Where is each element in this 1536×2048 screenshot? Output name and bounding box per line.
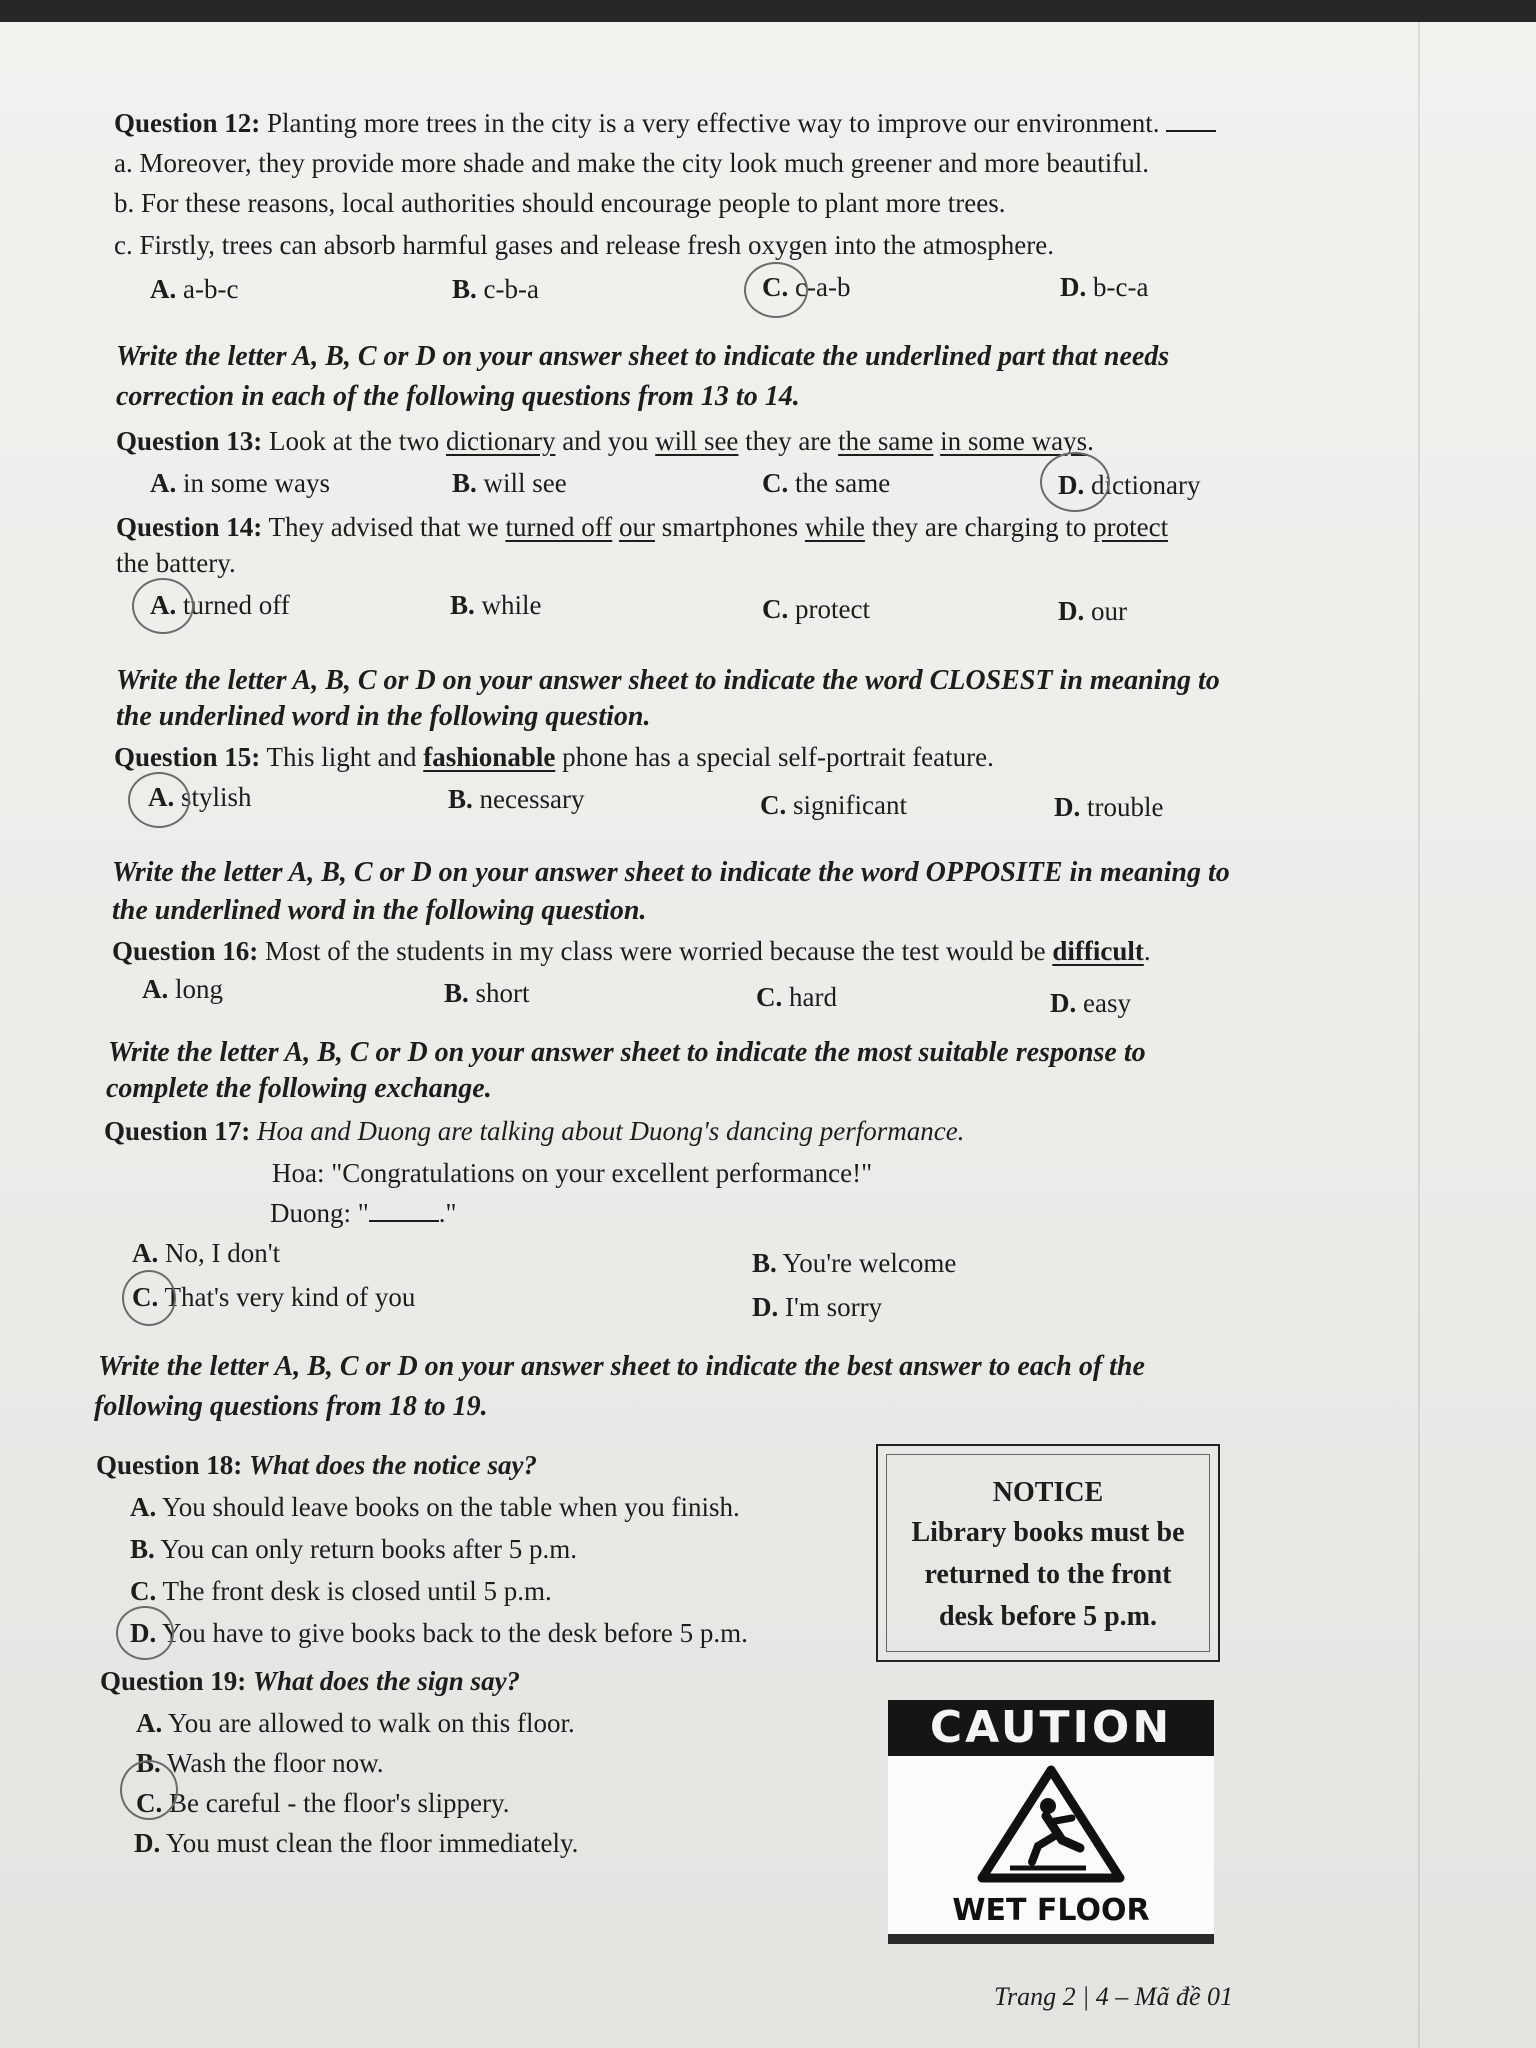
answer-circle-mark [122,1270,176,1326]
q17-hoa-line: Hoa: "Congratulations on your excellent performance!" [272,1158,873,1188]
exam-page [0,22,1536,2048]
q16-stem: Question 16: Most of the students in my class were worried because the test would be difficult. [112,936,1151,966]
q15-option-b[interactable]: B. necessary [448,784,585,814]
sign-bottom-bar [888,1934,1214,1944]
instruction-13-14-line2: correction in each of the following questions from 13 to 14. [116,381,800,412]
q18-option-c[interactable]: C. The front desk is closed until 5 p.m. [130,1576,552,1606]
q13-option-d[interactable]: D. dictionary [1058,470,1201,500]
q12-option-a[interactable]: A. a-b-c [150,274,239,304]
q12-sentence-a: a. Moreover, they provide more shade and make the city look much greener and more beautiful. [114,148,1150,178]
q18-option-a[interactable]: A. You should leave books on the table when you finish. [130,1492,740,1522]
answer-circle-mark [132,578,194,634]
q14-option-a[interactable]: A. turned off [150,590,290,620]
q15-stem: Question 15: This light and fashionable phone has a special self-portrait feature. [114,742,994,772]
q13-stem: Question 13: Look at the two dictionary and you will see they are the same in some ways. [116,426,1094,456]
notice-line3: desk before 5 p.m. [938,1601,1158,1632]
answer-circle-mark [1040,452,1110,512]
q16-option-c[interactable]: C. hard [756,982,837,1012]
answer-circle-mark [116,1606,174,1660]
notice-line1: Library books must be [911,1517,1185,1548]
page-footer: Trang 2 | 4 – Mã đề 01 [994,1982,1233,2011]
instruction-15-line1: Write the letter A, B, C or D on your answer sheet to indicate the word CLOSEST in meaning to [116,665,1220,696]
q17-duong-line: Duong: " ." [270,1198,457,1228]
q16-option-b[interactable]: B. short [444,978,530,1008]
q19-stem: Question 19: What does the sign say? [100,1666,521,1696]
q15-option-c[interactable]: C. significant [760,790,907,820]
q19-option-b[interactable]: B. Wash the floor now. [136,1748,384,1778]
photo-top-edge [0,0,1536,22]
q12-sentence-b: b. For these reasons, local authorities should encourage people to plant more trees. [114,188,1006,218]
instruction-17-line1: Write the letter A, B, C or D on your answer sheet to indicate the most suitable response to [108,1037,1146,1068]
q15-option-d[interactable]: D. trouble [1054,792,1164,822]
q12-sentence-c: c. Firstly, trees can absorb harmful gases and release fresh oxygen into the atmosphere. [114,230,1054,260]
answer-circle-mark [744,262,808,318]
instruction-17-line2: complete the following exchange. [106,1073,492,1104]
q18-stem: Question 18: What does the notice say? [96,1450,538,1480]
notice-title: NOTICE [992,1477,1104,1508]
q17-option-d[interactable]: D. I'm sorry [752,1292,883,1322]
q14-option-b[interactable]: B. while [450,590,542,620]
q16-option-d[interactable]: D. easy [1050,988,1131,1018]
q14-option-d[interactable]: D. our [1058,596,1127,626]
q12-stem: Question 12: Planting more trees in the city is a very effective way to improve our environment. [114,106,1216,140]
instruction-16-line2: the underlined word in the following question. [112,895,647,926]
answer-blank [1166,110,1216,132]
answer-circle-mark [120,1760,178,1820]
q12-option-b[interactable]: B. c-b-a [452,274,539,304]
answer-blank [369,1200,439,1222]
q19-option-a[interactable]: A. You are allowed to walk on this floor. [136,1708,575,1738]
instruction-18-19-line1: Write the letter A, B, C or D on your answer sheet to indicate the best answer to each of the [98,1351,1145,1382]
q19-option-d[interactable]: D. You must clean the floor immediately. [134,1828,579,1858]
instruction-16-line1: Write the letter A, B, C or D on your answer sheet to indicate the word OPPOSITE in meaning to [112,857,1230,888]
q17-stem: Question 17: Hoa and Duong are talking about Duong's dancing performance. [104,1116,965,1146]
caution-header: CAUTION [888,1700,1214,1756]
q12-option-d[interactable]: D. b-c-a [1060,272,1149,302]
q13-option-c[interactable]: C. the same [762,468,891,498]
wet-floor-sign [888,1700,1214,1944]
q18-option-d[interactable]: D. You have to give books back to the desk before 5 p.m. [130,1618,748,1648]
q12-option-c[interactable]: C. c-a-b [762,272,851,302]
q19-option-c[interactable]: C. Be careful - the floor's slippery. [136,1788,510,1818]
q14-stem: Question 14: They advised that we turned off our smartphones while they are charging to protect [116,512,1169,542]
library-notice [876,1444,1220,1662]
q13-option-a[interactable]: A. in some ways [150,468,330,498]
q17-option-b[interactable]: B. You're welcome [752,1248,957,1278]
instruction-13-14-line1: Write the letter A, B, C or D on your answer sheet to indicate the underlined part that needs [116,341,1170,372]
slippery-person-icon [976,1764,1126,1884]
wet-floor-label: WET FLOOR [952,1893,1150,1928]
q16-option-a[interactable]: A. long [142,974,224,1004]
q14-stem-line2: the battery. [116,548,236,578]
instruction-15-line2: the underlined word in the following question. [116,701,651,732]
instruction-18-19-line2: following questions from 18 to 19. [94,1391,488,1422]
q17-option-c[interactable]: C. That's very kind of you [132,1282,416,1312]
page-fold [1418,22,1420,2048]
q13-option-b[interactable]: B. will see [452,468,567,498]
q18-option-b[interactable]: B. You can only return books after 5 p.m. [130,1534,577,1564]
q15-option-a[interactable]: A. stylish [148,782,252,812]
q14-option-c[interactable]: C. protect [762,594,870,624]
q17-option-a[interactable]: A. No, I don't [132,1238,281,1268]
notice-line2: returned to the front [924,1559,1172,1590]
answer-circle-mark [128,772,190,828]
